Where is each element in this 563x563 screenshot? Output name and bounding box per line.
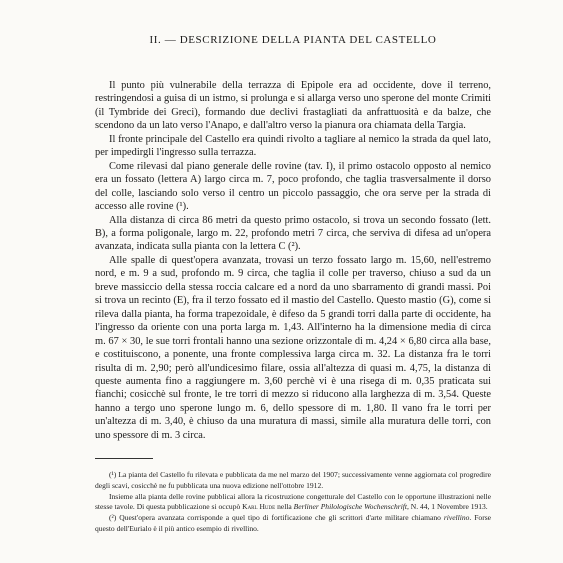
paragraph: Alla distanza di circa 86 metri da questo primo ostacolo, si trova un secondo fossato (lett. B), a forma poligonale, largo m. 22, profondo metri 7 circa, che serviva di difesa ad un'opera avanzata, indicata sulla pianta con la lettera C (²). <box>95 214 491 253</box>
footnote-text: (²) Quest'opera avanzata corrisponde a quel tipo di fortificazione che gli scrittori d'arte militare chiamano <box>109 513 444 523</box>
footnote: (¹) La pianta del Castello fu rilevata e pubblicata da me nel marzo del 1907; successivamente venne aggiornata col progredire degli scavi, cosicchè ne fu pubblicata una nuova edizione nell'ottobre 1912. <box>95 470 491 490</box>
footnotes <box>95 470 491 534</box>
footnote <box>95 513 491 534</box>
footnote <box>95 492 491 513</box>
paragraph: Alle spalle di quest'opera avanzata, trovasi un terzo fossato largo m. 15,60, nell'estremo nord, e m. 9 a sud, profondo m. 9 circa, che taglia il colle per traverso, chiuso a sud da un breve massiccio della stessa roccia calcare ed a nord da uno sbarramento di grandi massi. Poi si trova un recinto (E), fra il terzo fossato ed il mastio del Castello. Questo mastio (G), come si rileva dalla pianta, ha forma trapezoidale, è difeso da 5 grandi torri dalla parte di occidente, ha l'ingresso da oriente con una porta larga m. 1,43. All'interno ha la dimensione media di circa m. 67 × 30, le sue torri frontali hanno una sezione orizzontale di m. 4,24 × 6,80 circa alla base, e costituiscono, a ponente, una fronte complessiva larga circa m. 32. La distanza fra le torri risulta di m. 2,90; però all'undicesimo filare, ossia all'altezza di quasi m. 4,75, la distanza di queste aumenta fino a raggiungere m. 3,60 perchè vi è una risega di m. 0,35 praticata sui fianchi; cosicchè sul fronte, le tre torri di mezzo si riducono alla larghezza di m. 3,54. Queste hanno a tergo uno sperone lungo m. 6, dello spessore di m. 1,80. Il vano fra le torri per un'altezza di m. 3,40, è chiuso da una muratura di massi, simile alla muratura delle torri, con uno spessore di m. 3 circa. <box>95 254 491 441</box>
paragraph: Il fronte principale del Castello era quindi rivolto a tagliare al nemico la strada da quel lato, per impedirgli l'ingresso sulla terrazza. <box>95 133 491 159</box>
author-name: Karl Hude <box>242 502 276 512</box>
footnote-separator <box>95 458 153 459</box>
paragraph: Come rilevasi dal piano generale delle rovine (tav. I), il primo ostacolo opposto al nemico era un fossato (lettera A) largo circa m. 7, poco profondo, che taglia trasversalmente il dorso del colle, lasciando solo verso il centro un piccolo passaggio, che ora serve per la strada di accesso alle rovine (¹). <box>95 160 491 213</box>
journal-title: Berliner Philologische Wochenschrift <box>293 502 407 512</box>
main-text <box>95 79 491 442</box>
footnote-text: Insieme alla pianta delle rovine pubblicai allora la ricostruzione congetturale del Castello con le opportune illustrazioni nelle stesse tavole. Di questa pubblicazione si occupò <box>95 491 491 512</box>
paragraph: Il punto più vulnerabile della terrazza di Epipole era ad occidente, dove il terreno, restringendosi a guisa di un istmo, si prolunga e si allarga verso uno sperone del monte Crimiti (il Tymbride dei Greci), formando due declivi frastagliati da anfrattuosità e da balze, che scendono da un lato verso l'Anapo, e dall'altro verso la pianura ora chiamata della Targia. <box>95 80 491 132</box>
footnote-text: , N. 44, 1 Novembre 1913. <box>406 502 488 512</box>
footnote-text: nella <box>275 502 294 512</box>
italic-term: rivellino <box>443 513 470 523</box>
footnote-text: . Forse questo dell'Eurialo è il più antico esempio di rivellino. <box>95 513 491 533</box>
section-heading: II. — DESCRIZIONE DELLA PIANTA DEL CASTELLO <box>149 34 437 46</box>
